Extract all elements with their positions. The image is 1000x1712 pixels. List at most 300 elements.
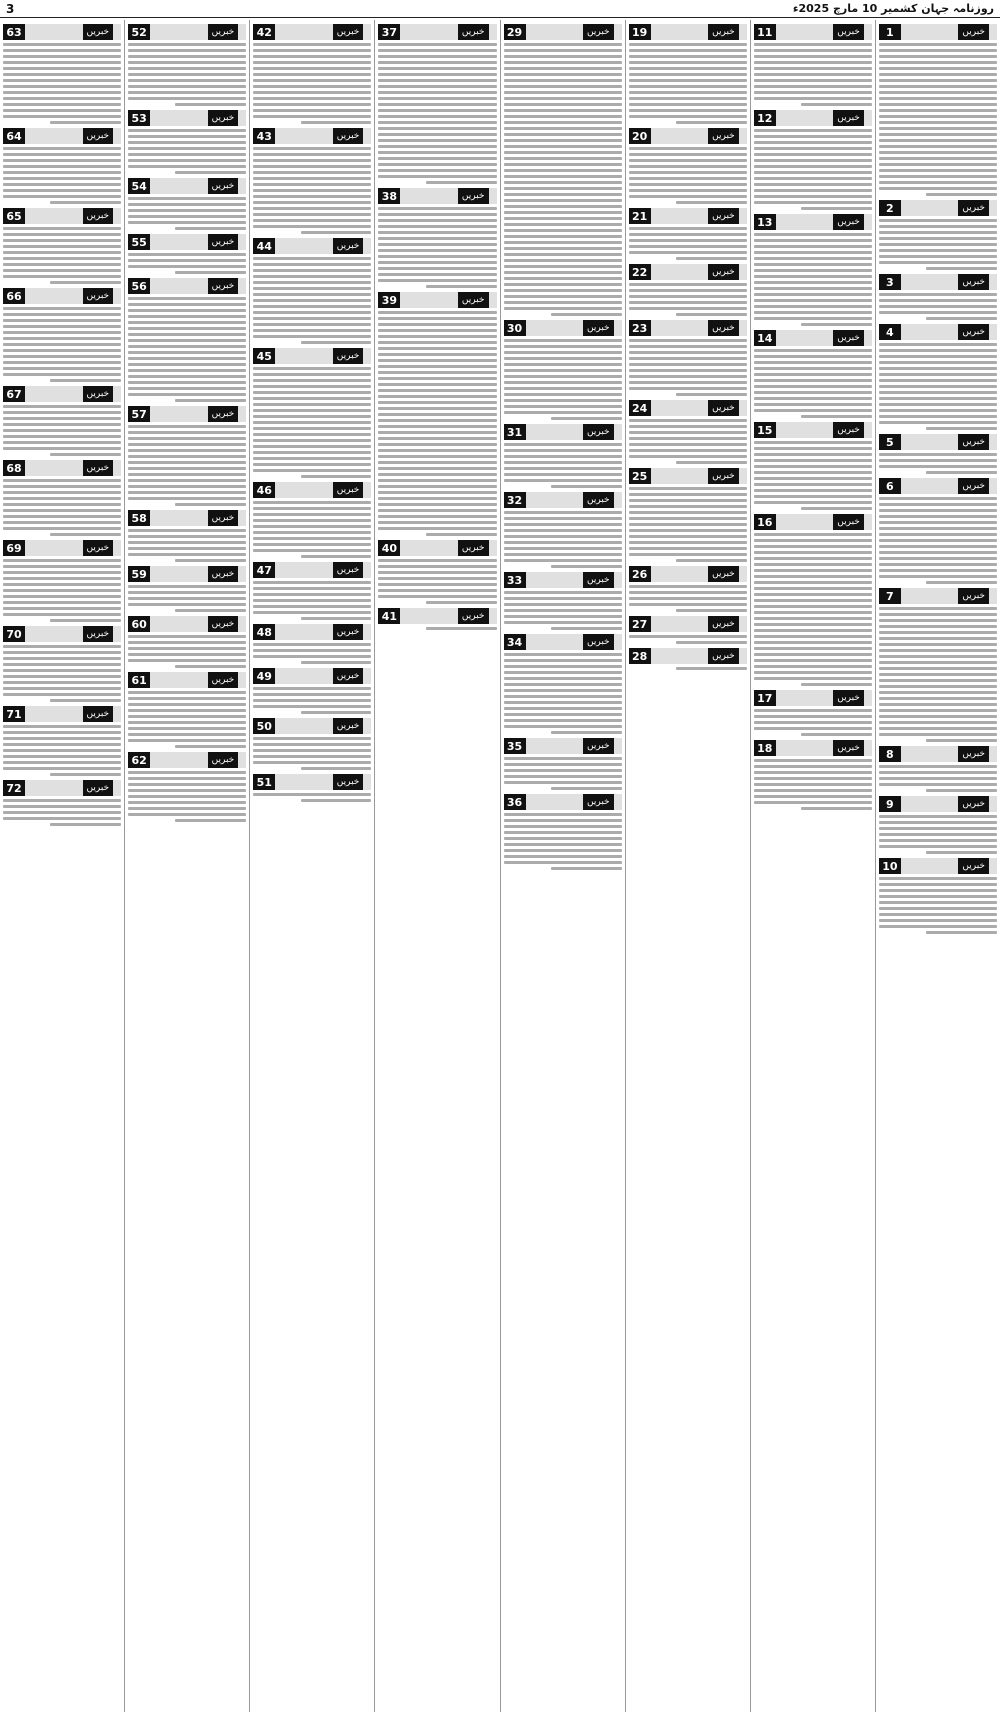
ad-number: 26 — [629, 566, 651, 582]
text-line — [504, 591, 622, 594]
ad-text-lines — [879, 43, 997, 196]
ad-number: 33 — [504, 572, 526, 588]
text-line — [879, 883, 997, 886]
text-line — [253, 391, 371, 394]
text-line — [128, 387, 246, 390]
ad-number: 59 — [128, 566, 150, 582]
ad-number: 43 — [253, 128, 275, 144]
text-line — [3, 675, 121, 678]
ad-tag-label: خبریں — [83, 626, 114, 642]
classified-ad — [754, 740, 872, 810]
classified-ad — [504, 424, 622, 488]
classified-ad — [504, 634, 622, 734]
text-line — [754, 677, 872, 680]
text-line — [879, 643, 997, 646]
text-line — [253, 445, 371, 448]
text-line — [3, 103, 121, 106]
text-line — [879, 827, 997, 830]
text-line — [504, 193, 622, 196]
text-line — [504, 861, 622, 864]
text-line — [426, 601, 497, 604]
text-line — [128, 135, 246, 138]
text-line — [754, 233, 872, 236]
text-line — [754, 361, 872, 364]
ad-number-bar — [879, 796, 997, 812]
text-line — [504, 855, 622, 858]
text-line — [301, 661, 372, 664]
text-line — [879, 121, 997, 124]
ad-text-lines — [3, 147, 121, 204]
text-line — [253, 457, 371, 460]
text-line — [879, 631, 997, 634]
classified-ad — [128, 752, 246, 822]
ad-number: 51 — [253, 774, 275, 790]
text-line — [754, 379, 872, 382]
text-line — [629, 387, 747, 390]
ad-text-lines — [128, 635, 246, 668]
ad-text-lines — [754, 533, 872, 686]
text-line — [879, 575, 997, 578]
text-line — [754, 721, 872, 724]
ad-number: 58 — [128, 510, 150, 526]
text-line — [378, 67, 496, 70]
text-line — [3, 509, 121, 512]
text-line — [879, 833, 997, 836]
text-line — [754, 623, 872, 626]
text-line — [629, 91, 747, 94]
classified-ad — [504, 320, 622, 420]
text-line — [629, 43, 747, 46]
text-line — [629, 153, 747, 156]
text-line — [253, 335, 371, 338]
text-line — [879, 545, 997, 548]
text-line — [504, 187, 622, 190]
ad-tag-label: خبریں — [958, 324, 989, 340]
text-line — [301, 711, 372, 714]
ad-number: 2 — [879, 200, 901, 216]
text-line — [754, 61, 872, 64]
text-line — [378, 527, 496, 530]
ad-text-lines — [629, 585, 747, 612]
text-line — [504, 665, 622, 668]
text-line — [175, 503, 246, 506]
text-line — [879, 715, 997, 718]
text-line — [378, 515, 496, 518]
text-line — [128, 535, 246, 538]
text-line — [504, 61, 622, 64]
text-line — [3, 479, 121, 482]
ad-tag-label: خبریں — [583, 794, 614, 810]
text-line — [504, 139, 622, 142]
text-line — [879, 453, 997, 456]
text-line — [253, 213, 371, 216]
text-line — [175, 271, 246, 274]
text-line — [879, 187, 997, 190]
text-line — [504, 695, 622, 698]
text-line — [128, 635, 246, 638]
classified-ad — [629, 400, 747, 464]
text-line — [879, 721, 997, 724]
text-line — [754, 91, 872, 94]
text-line — [504, 671, 622, 674]
ad-tag-label: خبریں — [708, 468, 739, 484]
text-line — [879, 97, 997, 100]
text-line — [378, 97, 496, 100]
text-line — [253, 329, 371, 332]
text-line — [426, 627, 497, 630]
text-line — [504, 169, 622, 172]
text-line — [378, 103, 496, 106]
text-line — [629, 357, 747, 360]
text-line — [128, 473, 246, 476]
text-line — [253, 705, 371, 708]
text-line — [253, 655, 371, 658]
text-line — [754, 317, 872, 320]
text-line — [629, 147, 747, 150]
ad-tag-label: خبریں — [708, 648, 739, 664]
ad-tag-label: خبریں — [208, 616, 239, 632]
text-line — [378, 151, 496, 154]
text-line — [801, 507, 872, 510]
text-line — [879, 569, 997, 572]
text-line — [3, 233, 121, 236]
text-line — [3, 331, 121, 334]
ad-number-bar — [754, 330, 872, 346]
text-line — [629, 295, 747, 298]
ad-text-lines — [3, 645, 121, 702]
text-line — [3, 799, 121, 802]
ad-tag-label: خبریں — [208, 110, 239, 126]
text-line — [754, 647, 872, 650]
ad-tag-label: خبریں — [458, 292, 489, 308]
text-line — [754, 453, 872, 456]
text-line — [879, 607, 997, 610]
text-line — [3, 447, 121, 450]
ad-number-bar — [3, 288, 121, 304]
text-line — [3, 251, 121, 254]
text-line — [253, 165, 371, 168]
text-line — [504, 405, 622, 408]
ad-tag-label: خبریں — [83, 288, 114, 304]
text-line — [879, 703, 997, 706]
text-line — [551, 787, 622, 790]
ad-number: 69 — [3, 540, 25, 556]
text-line — [629, 443, 747, 446]
text-line — [879, 261, 997, 264]
classified-ad — [253, 24, 371, 124]
ad-text-lines — [879, 293, 997, 320]
ad-number-bar — [504, 320, 622, 336]
text-line — [378, 139, 496, 142]
text-line — [926, 193, 997, 196]
classified-ad — [879, 324, 997, 430]
text-line — [504, 295, 622, 298]
text-line — [253, 687, 371, 690]
text-line — [879, 133, 997, 136]
text-line — [629, 171, 747, 174]
ad-tag-label: خبریں — [583, 738, 614, 754]
ad-tag-label: خبریں — [958, 478, 989, 494]
text-line — [754, 263, 872, 266]
ad-number: 71 — [3, 706, 25, 722]
text-line — [879, 613, 997, 616]
ad-tag-label: خبریں — [708, 320, 739, 336]
text-line — [3, 669, 121, 672]
text-line — [128, 691, 246, 694]
text-line — [879, 361, 997, 364]
text-line — [504, 479, 622, 482]
text-line — [504, 109, 622, 112]
text-line — [175, 559, 246, 562]
ad-text-lines — [504, 43, 622, 316]
classified-ad — [378, 292, 496, 536]
text-line — [378, 115, 496, 118]
text-line — [378, 571, 496, 574]
ad-number: 14 — [754, 330, 776, 346]
text-line — [128, 297, 246, 300]
text-line — [3, 373, 121, 376]
text-line — [629, 165, 747, 168]
text-line — [128, 129, 246, 132]
text-line — [754, 771, 872, 774]
text-line — [879, 79, 997, 82]
ad-text-lines — [128, 691, 246, 748]
ad-number: 64 — [3, 128, 25, 144]
classified-ad — [879, 796, 997, 854]
classified-ad — [3, 706, 121, 776]
ad-number-bar — [253, 238, 371, 254]
text-line — [754, 201, 872, 204]
ad-number: 41 — [378, 608, 400, 624]
text-line — [754, 665, 872, 668]
ad-text-lines — [754, 349, 872, 418]
text-line — [3, 55, 121, 58]
text-line — [253, 305, 371, 308]
text-line — [3, 681, 121, 684]
ad-text-lines — [378, 207, 496, 288]
text-line — [378, 371, 496, 374]
ad-text-lines — [629, 147, 747, 204]
ad-tag-label: خبریں — [333, 718, 364, 734]
text-line — [253, 207, 371, 210]
text-line — [3, 725, 121, 728]
ad-text-lines — [253, 501, 371, 558]
text-line — [879, 225, 997, 228]
text-line — [629, 547, 747, 550]
text-line — [926, 789, 997, 792]
text-line — [754, 795, 872, 798]
text-line — [754, 483, 872, 486]
text-line — [504, 49, 622, 52]
text-line — [879, 299, 997, 302]
text-line — [3, 337, 121, 340]
ad-text-lines — [629, 419, 747, 464]
text-line — [3, 159, 121, 162]
text-line — [253, 587, 371, 590]
text-line — [175, 819, 246, 822]
text-line — [253, 49, 371, 52]
text-line — [128, 309, 246, 312]
text-line — [253, 55, 371, 58]
classified-ad — [128, 234, 246, 274]
text-line — [128, 73, 246, 76]
text-line — [879, 459, 997, 462]
ad-tag-label: خبریں — [583, 320, 614, 336]
ad-text-lines — [3, 405, 121, 456]
ad-number-bar — [128, 278, 246, 294]
ad-text-lines — [504, 757, 622, 790]
text-line — [301, 767, 372, 770]
text-line — [629, 499, 747, 502]
ad-text-lines — [253, 367, 371, 478]
text-line — [3, 657, 121, 660]
ad-text-lines — [378, 627, 496, 630]
ad-number-bar — [754, 740, 872, 756]
text-line — [754, 777, 872, 780]
text-line — [879, 249, 997, 252]
ad-number: 19 — [629, 24, 651, 40]
ad-tag-label: خبریں — [333, 774, 364, 790]
text-line — [754, 183, 872, 186]
text-line — [879, 913, 997, 916]
text-line — [3, 743, 121, 746]
text-line — [128, 709, 246, 712]
text-line — [504, 511, 622, 514]
text-line — [504, 701, 622, 704]
ad-number: 16 — [754, 514, 776, 530]
text-line — [301, 231, 372, 234]
text-line — [676, 121, 747, 124]
text-line — [504, 43, 622, 46]
text-line — [504, 369, 622, 372]
classified-ad — [253, 562, 371, 620]
ad-number: 18 — [754, 740, 776, 756]
text-line — [378, 449, 496, 452]
text-line — [504, 597, 622, 600]
text-line — [378, 479, 496, 482]
text-line — [3, 109, 121, 112]
ad-number-bar — [128, 616, 246, 632]
text-line — [504, 769, 622, 772]
ad-text-lines — [253, 147, 371, 234]
text-line — [504, 757, 622, 760]
text-line — [504, 351, 622, 354]
text-line — [253, 91, 371, 94]
text-line — [3, 503, 121, 506]
classified-ad — [504, 794, 622, 870]
ad-text-lines — [128, 425, 246, 506]
ad-number: 52 — [128, 24, 150, 40]
text-line — [926, 267, 997, 270]
ad-tag-label: خبریں — [833, 330, 864, 346]
text-line — [50, 699, 121, 702]
text-line — [253, 761, 371, 764]
text-line — [754, 563, 872, 566]
text-line — [378, 273, 496, 276]
text-line — [3, 687, 121, 690]
text-line — [629, 591, 747, 594]
text-line — [801, 807, 872, 810]
text-line — [378, 329, 496, 332]
text-line — [378, 237, 496, 240]
classified-ad — [253, 128, 371, 234]
text-line — [879, 661, 997, 664]
text-line — [504, 79, 622, 82]
ad-tag-label: خبریں — [958, 796, 989, 812]
text-line — [253, 159, 371, 162]
text-line — [754, 727, 872, 730]
text-line — [3, 367, 121, 370]
text-line — [754, 671, 872, 674]
text-line — [629, 431, 747, 434]
classified-ad — [754, 214, 872, 326]
text-line — [504, 831, 622, 834]
classified-ad — [629, 616, 747, 644]
text-line — [879, 527, 997, 530]
text-line — [504, 825, 622, 828]
text-line — [754, 367, 872, 370]
text-line — [128, 369, 246, 372]
ad-text-lines — [128, 197, 246, 230]
text-line — [253, 611, 371, 614]
text-line — [3, 319, 121, 322]
ad-tag-label: خبریں — [833, 690, 864, 706]
ad-number: 11 — [754, 24, 776, 40]
text-line — [128, 585, 246, 588]
ad-text-lines — [253, 687, 371, 714]
text-line — [253, 177, 371, 180]
text-line — [504, 145, 622, 148]
text-line — [754, 539, 872, 542]
text-line — [128, 813, 246, 816]
text-line — [50, 201, 121, 204]
text-line — [253, 293, 371, 296]
ad-number-bar — [504, 634, 622, 650]
text-line — [504, 205, 622, 208]
text-line — [629, 505, 747, 508]
text-line — [551, 867, 622, 870]
text-line — [128, 641, 246, 644]
ad-number-bar — [253, 482, 371, 498]
text-line — [253, 605, 371, 608]
text-line — [629, 227, 747, 230]
text-line — [754, 245, 872, 248]
text-line — [175, 745, 246, 748]
ad-text-lines — [504, 339, 622, 420]
text-line — [879, 709, 997, 712]
ad-tag-label: خبریں — [458, 540, 489, 556]
text-line — [504, 277, 622, 280]
text-line — [754, 257, 872, 260]
classified-ad — [629, 320, 747, 396]
text-line — [3, 485, 121, 488]
text-line — [3, 767, 121, 770]
text-line — [378, 383, 496, 386]
ad-text-lines — [629, 283, 747, 316]
text-line — [879, 925, 997, 928]
ad-tag-label: خبریں — [333, 482, 364, 498]
text-line — [3, 589, 121, 592]
ad-number: 34 — [504, 634, 526, 650]
text-line — [378, 425, 496, 428]
text-line — [378, 353, 496, 356]
text-line — [3, 811, 121, 814]
text-line — [253, 97, 371, 100]
ad-tag-label: خبریں — [333, 624, 364, 640]
ad-number: 46 — [253, 482, 275, 498]
text-line — [128, 259, 246, 262]
ad-tag-label: خبریں — [458, 188, 489, 204]
